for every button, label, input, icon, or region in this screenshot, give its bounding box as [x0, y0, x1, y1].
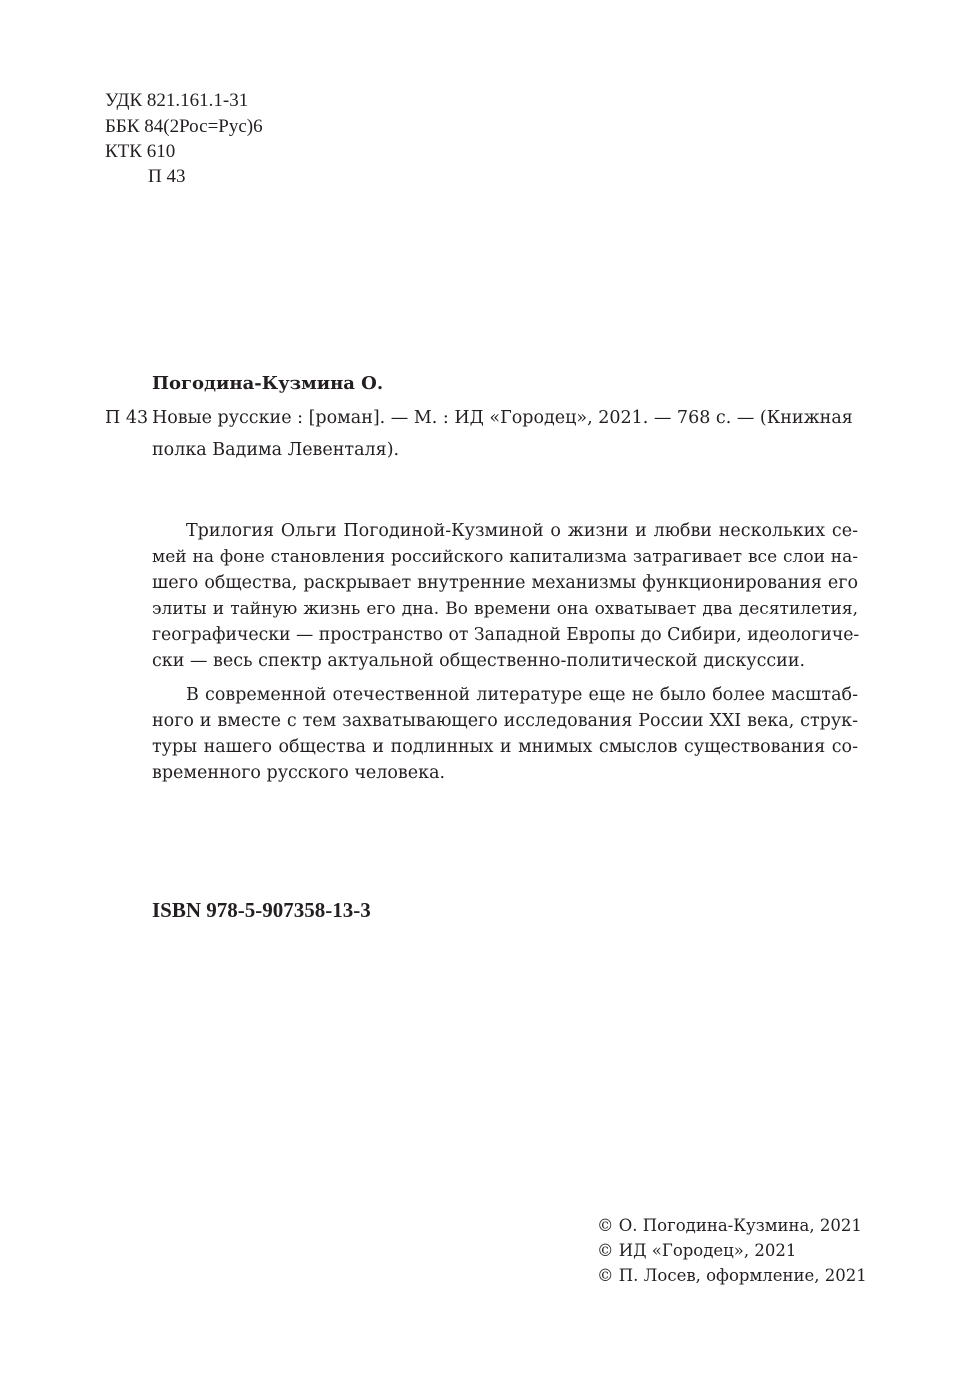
annotation-paragraph-1: [152, 518, 858, 674]
annotation-line: элиты и тайную жизнь его дна. Во времени она охватывает два десятилетия,: [152, 599, 858, 619]
annotation-line: временного русского человека.: [152, 763, 446, 783]
author-mark: П 43: [148, 166, 186, 187]
copyright-line: © ИД «Городец», 2021: [597, 1241, 797, 1260]
annotation-line: В современной отечественной литературе еще не было более масштаб-: [186, 685, 858, 705]
annotation-line: ски — весь спектр актуальной общественно-политической дискуссии.: [152, 651, 806, 671]
isbn: ISBN 978-5-907358-13-3: [152, 898, 371, 922]
record-line-2: полка Вадима Левенталя).: [152, 440, 400, 460]
annotation-line: туры нашего общества и подлинных и мнимых смыслов существования со-: [152, 737, 858, 757]
annotation-line: ного и вместе с тем захватывающего исследования России XXI века, струк-: [152, 711, 858, 731]
annotation-line: шего общества, раскрывает внутренние механизмы функционирования его: [152, 573, 858, 593]
annotation-line: Трилогия Ольги Погодиной-Кузминой о жизни и любви нескольких се-: [186, 521, 858, 541]
udk-code: УДК 821.161.1-31: [105, 90, 249, 111]
record-line-1: Новые русские : [роман]. — М. : ИД «Городец», 2021. — 768 с. — (Книжная: [152, 408, 853, 428]
copyright-line: © О. Погодина-Кузмина, 2021: [597, 1216, 862, 1235]
annotation-line: мей на фоне становления российского капитализма затрагивает все слои на-: [152, 547, 858, 567]
bbk-code: ББК 84(2Рос=Рус)6: [105, 116, 263, 137]
copyright-line: © П. Лосев, оформление, 2021: [597, 1266, 867, 1285]
annotation-line: географически — пространство от Западной Европы до Сибири, идеологиче-: [152, 625, 860, 645]
author-name: Погодина-Кузмина О.: [152, 373, 384, 394]
ktk-code: КТК 610: [105, 141, 176, 162]
record-author-mark: П 43: [105, 408, 149, 428]
annotation-paragraph-2: [152, 682, 858, 786]
